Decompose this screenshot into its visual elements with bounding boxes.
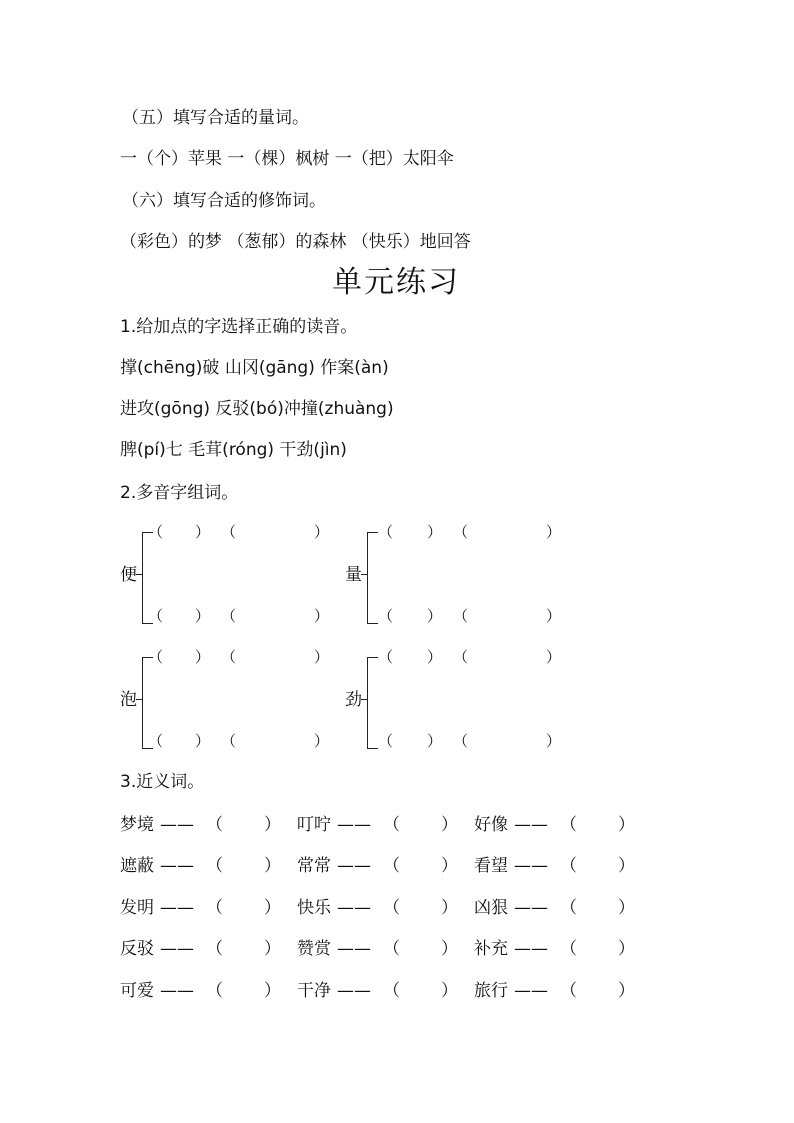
paren-close: ） [314,648,330,666]
synonym-word: 凶狠 [474,898,508,918]
paren-close: ） [195,523,211,541]
paren-close: ） [314,523,330,541]
paren-close: ） [618,815,635,835]
paren-close: ） [264,939,281,959]
synonym-word: 好像 [474,815,508,835]
brace [367,657,378,749]
synonym-word: 叮咛 [297,815,331,835]
dash: —— [160,856,194,876]
paren-open: （ [148,732,164,750]
paren-open: （ [206,898,223,918]
paren-close: ） [618,981,635,1001]
brace [367,532,378,624]
dash: —— [337,815,371,835]
synonym-word: 干净 [297,981,331,1001]
polyphone-group-bian [120,522,360,632]
dash: —— [337,981,371,1001]
dash: —— [337,856,371,876]
polyphone-char: 劲 [345,690,362,710]
paren-close: ） [618,856,635,876]
brace-tick [136,699,143,700]
paren-open: （ [221,732,237,750]
paren-open: （ [383,939,400,959]
paren-close: ） [427,523,443,541]
q3-heading: 3.近义词。 [120,772,205,792]
paren-close: ） [427,607,443,625]
paren-open: （ [378,523,394,541]
paren-close: ） [314,732,330,750]
paren-open: （ [148,523,164,541]
paren-open: （ [378,607,394,625]
paren-close: ） [195,648,211,666]
paren-close: ） [546,648,562,666]
paren-open: （ [206,939,223,959]
paren-close: ） [314,607,330,625]
dash: —— [160,898,194,918]
synonym-word: 赞赏 [297,939,331,959]
brace-tick [136,574,143,575]
section6-answer-line: （彩色）的梦 （葱郁）的森林 （快乐）地回答 [120,232,471,252]
polyphone-group-liang [345,522,585,632]
paren-open: （ [383,856,400,876]
paren-open: （ [453,607,469,625]
paren-close: ） [546,523,562,541]
synonym-word: 快乐 [297,898,331,918]
synonym-word: 旅行 [474,981,508,1001]
dash: —— [160,939,194,959]
paren-open: （ [206,815,223,835]
paren-open: （ [560,981,577,1001]
synonym-word: 遮蔽 [120,856,154,876]
paren-open: （ [383,898,400,918]
paren-open: （ [453,648,469,666]
paren-close: ） [427,648,443,666]
dash: —— [160,815,194,835]
synonym-word: 常常 [297,856,331,876]
polyphone-char: 泡 [120,690,137,710]
synonym-word: 看望 [474,856,508,876]
paren-close: ） [264,898,281,918]
paren-open: （ [560,815,577,835]
paren-open: （ [560,898,577,918]
paren-open: （ [221,607,237,625]
paren-open: （ [453,732,469,750]
synonym-word: 可爱 [120,981,154,1001]
paren-close: ） [546,732,562,750]
paren-close: ） [441,981,458,1001]
paren-close: ） [264,856,281,876]
dash: —— [337,898,371,918]
paren-close: ） [441,815,458,835]
paren-open: （ [378,648,394,666]
q1-heading: 1.给加点的字选择正确的读音。 [120,317,358,337]
paren-close: ） [441,856,458,876]
section5-heading: （五）填写合适的量词。 [122,108,309,128]
synonym-word: 反驳 [120,939,154,959]
paren-open: （ [206,981,223,1001]
q1-row-1: 撑(chēng)破 山冈(gāng) 作案(àn) [120,358,389,378]
q2-heading: 2.多音字组词。 [120,483,239,503]
paren-open: （ [206,856,223,876]
paren-close: ） [264,981,281,1001]
paren-open: （ [383,815,400,835]
page-title: 单元练习 [332,265,460,300]
paren-close: ） [264,815,281,835]
synonym-word: 补充 [474,939,508,959]
polyphone-group-jin [345,647,585,757]
section6-heading: （六）填写合适的修饰词。 [122,191,326,211]
brace-tick [361,574,368,575]
paren-open: （ [560,856,577,876]
polyphone-char: 便 [120,565,137,585]
polyphone-group-pao [120,647,360,757]
paren-open: （ [148,607,164,625]
paren-open: （ [560,939,577,959]
paren-close: ） [441,898,458,918]
paren-open: （ [453,523,469,541]
dash: —— [160,981,194,1001]
section5-answer-line: 一（个）苹果 一（棵）枫树 一（把）太阳伞 [120,149,454,169]
paren-open: （ [383,981,400,1001]
paren-open: （ [221,523,237,541]
paren-close: ） [618,939,635,959]
dash: —— [514,856,548,876]
paren-close: ） [195,607,211,625]
paren-close: ） [618,898,635,918]
paren-open: （ [148,648,164,666]
paren-close: ） [427,732,443,750]
paren-open: （ [221,648,237,666]
dash: —— [514,981,548,1001]
paren-open: （ [378,732,394,750]
dash: —— [514,815,548,835]
synonym-word: 梦境 [120,815,154,835]
paren-close: ） [441,939,458,959]
dash: —— [337,939,371,959]
q1-row-2: 进攻(gōng) 反驳(bó)冲撞(zhuàng) [120,399,394,419]
paren-close: ） [195,732,211,750]
brace-tick [361,699,368,700]
synonym-word: 发明 [120,898,154,918]
q1-row-3: 脾(pí)七 毛茸(róng) 干劲(jìn) [120,440,347,460]
dash: —— [514,939,548,959]
paren-close: ） [546,607,562,625]
dash: —— [514,898,548,918]
polyphone-char: 量 [345,565,362,585]
